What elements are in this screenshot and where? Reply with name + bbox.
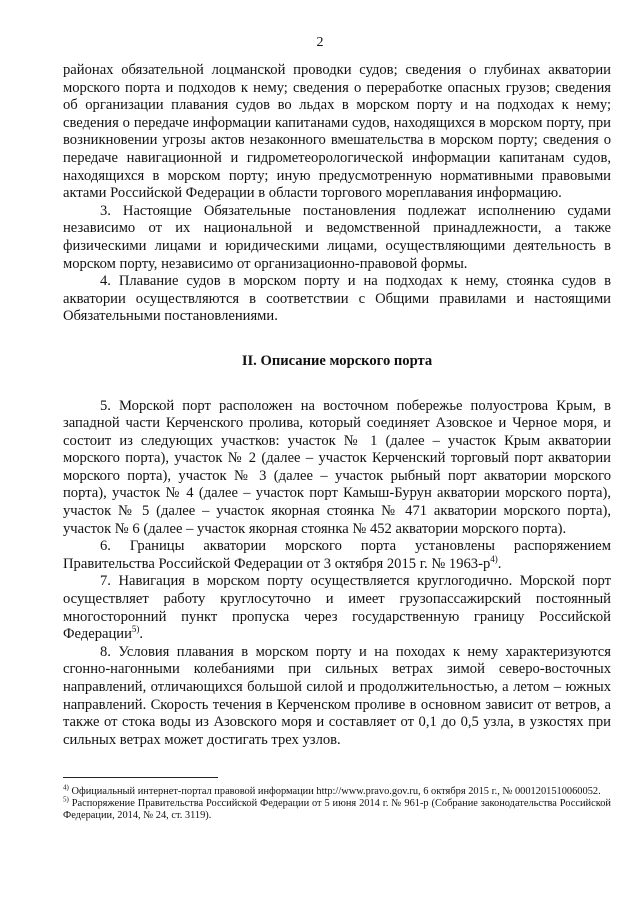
page-number: 2 xyxy=(316,35,324,50)
paragraph-5: 5. Морской порт расположен на восточном побережье полуострова Крым, в западной части Керченского пролива, который соединяет Азовское и Черное моря, и состоит из следующих участков: участок № 1 (далее – участок Крым акватории морского порта), участок № 2 (далее – участок Керченский торговый порт акватории морского порта), участок № 3 (далее – участок рыбный порт акватории морского порта), участок № 4 (далее – участок порт Камыш-Бурун акватории морского порта), участок № 5 (далее – участок якорная стоянка № 471 акватории морского порта), участок № 6 (далее – участок якорная стоянка № 452 акватории морского порта). xyxy=(63,397,611,537)
footnote-5-mark: 5) xyxy=(63,795,69,804)
paragraph-6 xyxy=(63,538,611,573)
footnote-5-text: Распоряжение Правительства Российской Федерации от 5 июня 2014 г. № 961-р (Собрание законодательства Российской Федерации, 2014, № 24, ст. 3119). xyxy=(63,798,611,822)
paragraph-7-text: 7. Навигация в морском порту осуществляется круглогодично. Морской порт осуществляет работу круглосуточно и имеет грузопассажирский постоянный многосторонний пункт пропуска через государственную границу Российской Федерации xyxy=(63,573,611,643)
paragraph-8: 8. Условия плавания в морском порту и на походах к нему характеризуются сгонно-нагонными колебаниями при сильных ветрах зимой северо-восточных направлений, отличающихся большой силой и продолжительностью, а летом – южных направлений. Скорость течения в Керченском проливе в основном зависит от ветров, а также от стока воды из Азовского моря и составляет от 0,1 до 0,5 узла, в узкостях при сильных ветрах может достигать трех узлов. xyxy=(63,643,611,748)
paragraph-6-end: . xyxy=(497,555,502,572)
footnote-4-text: Официальный интернет-портал правовой информации http://www.pravo.gov.ru, 6 октября 2015 г., № 0001201510060052. xyxy=(71,786,601,797)
footnote-5 xyxy=(63,795,611,822)
footnote-4 xyxy=(63,783,611,798)
paragraph-6-text: 6. Границы акватории морского порта установлены распоряжением Правительства Российской Федерации от 3 октября 2015 г. № 1963-р xyxy=(63,538,611,572)
paragraph-4: 4. Плавание судов в морском порту и на подходах к нему, стоянка судов в акватории осуществляются в соответствии с Общими правилами и настоящими Обязательными постановлениями. xyxy=(63,273,611,325)
footnote-ref-4: 4) xyxy=(490,553,498,564)
section-heading: II. Описание морского порта xyxy=(241,352,433,369)
footnote-4-mark: 4) xyxy=(63,783,69,792)
paragraph-7 xyxy=(63,573,611,643)
paragraph-continued: районах обязательной лоцманской проводки судов; сведения о глубинах акватории морского порта и подходов к нему; сведения о переработке опасных грузов; сведения об организации плавания судов во льдах в морском порту и на подходах к нему; сведения о передаче информации капитанами судов, находящихся в морском порту, при возникновении угрозы актов незаконного вмешательства в морском порту; сведения о передаче навигационной и гидрометеорологической информации капитанам судов, находящихся в морском порту; иную предусмотренную нормативными правовыми актами Российской Федерации в области торгового мореплавания информацию. xyxy=(63,62,611,202)
paragraph-3: 3. Настоящие Обязательные постановления подлежат исполнению судами независимо от их национальной и ведомственной принадлежности, а также физическими лицами и юридическими лицами, осуществляющими деятельность в морском порту, независимо от организационно-правовой формы. xyxy=(63,202,611,272)
document-body xyxy=(63,62,611,749)
footnote-ref-5: 5) xyxy=(131,624,140,635)
paragraph-7-end: . xyxy=(139,626,144,643)
footnotes xyxy=(63,783,611,823)
footnote-divider xyxy=(63,777,218,778)
